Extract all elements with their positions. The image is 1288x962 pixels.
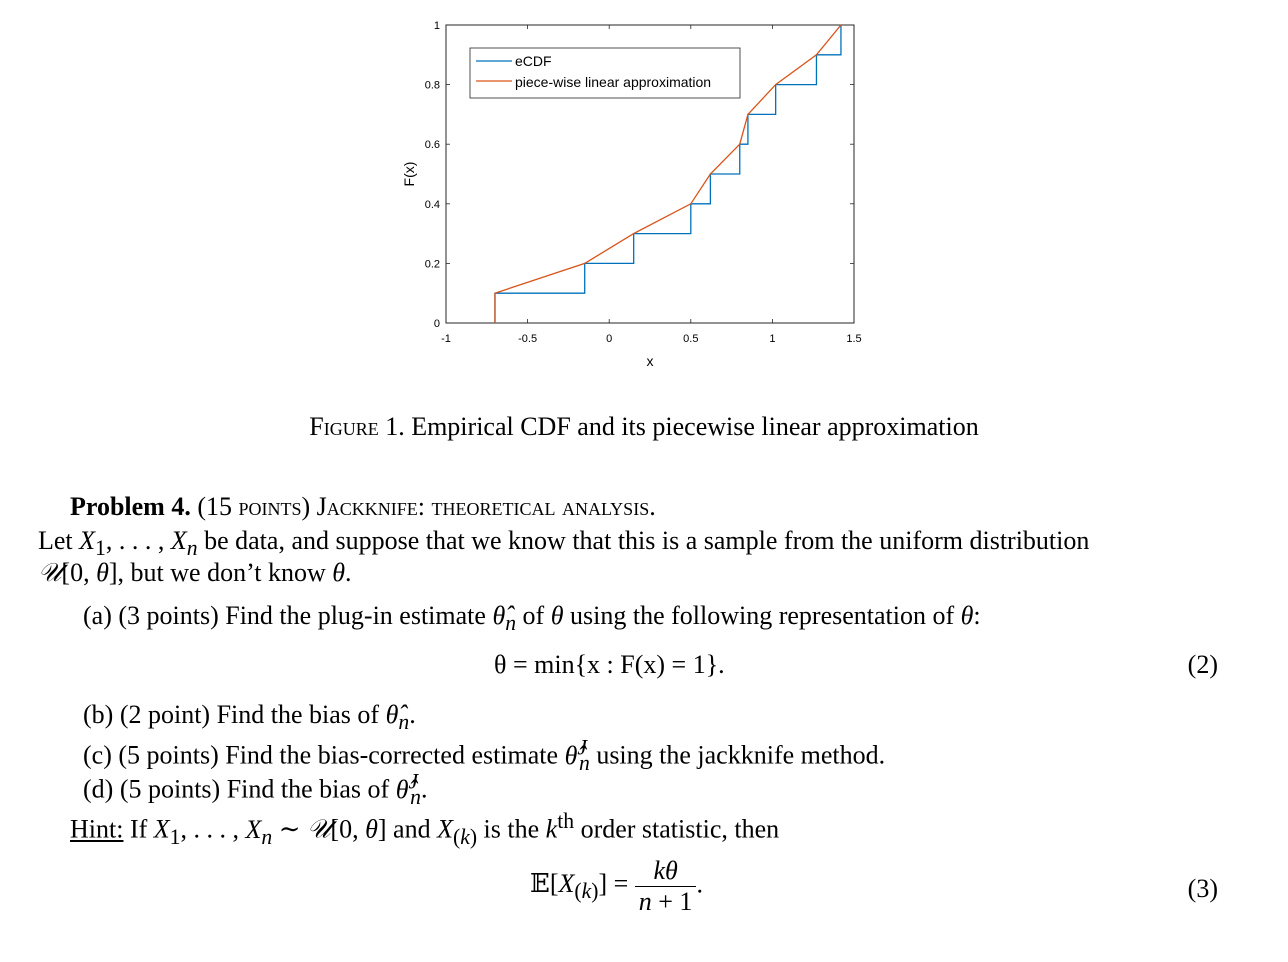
caption-label: Figure 1. (309, 412, 405, 441)
part-a-points: (3 points) (118, 601, 219, 630)
equation-2-number: (2) (1187, 650, 1218, 679)
part-d-text: Find the bias of (226, 774, 390, 804)
problem-subtitle: Jackknife: theoretical analysis. (316, 492, 656, 521)
part-d-points: (5 points) (119, 774, 221, 804)
ecdf-chart (380, 0, 880, 380)
intro-line1: be data, and suppose that we know that this is a sample from the uniform distribution (204, 526, 1090, 555)
eq2-text: θ = min{x : F(x) = 1}. (494, 650, 725, 679)
part-a: (a) (3 points) Find the plug-in estimate $\thetâ_n$ of θ using the following representation of θ: (83, 601, 981, 636)
x-tick-label: 0.5 (683, 333, 699, 345)
hint-label: Hint: (70, 814, 124, 844)
legend-entry-linear: piece-wise linear approximation (515, 74, 712, 90)
y-tick-label: 0 (433, 318, 440, 330)
y-tick-label: 0.2 (424, 258, 440, 271)
problem-title: Problem 4. (70, 492, 191, 521)
part-a-text3: using the following representation of (570, 601, 955, 630)
part-c-points: (5 points) (118, 740, 219, 770)
hint-text1: If (129, 814, 148, 844)
legend-entry-ecdf: eCDF (515, 53, 552, 69)
x-tick-label: -0.5 (518, 333, 538, 345)
part-b-text: Find the bias of (216, 700, 380, 729)
y-tick-label: 1 (433, 20, 440, 32)
equation-3: $𝔼[X_{(k)}]$ = $\frac{k\theta}{n + 1}$ . (530, 856, 703, 916)
equation-3-number: (3) (1187, 874, 1218, 903)
x-tick-label: 1.5 (846, 333, 862, 345)
part-c: (c) (5 points) Find the bias-corrected estimate θ̂$^J_n$ using the jackknife method. (83, 735, 886, 775)
part-b: (b) (2 point) Find the bias of $\thetâ_n$. (83, 700, 416, 735)
problem-intro-line2: 𝒰[0, θ], but we don’t know θ. (38, 558, 352, 587)
part-a-text: Find the plug-in estimate (225, 601, 486, 630)
x-tick-label: 1 (769, 333, 776, 345)
part-d: (d) (5 points) Find the bias of θ̂$^J_n$. (83, 769, 428, 809)
hint-text4: order statistic, then (580, 814, 780, 844)
hint: Hint: If $X_1$, . . . , $X_n$ ∼ 𝒰[0, θ] and $X_{(k)}$ is the $k^{th}$ order statistic, then (70, 809, 780, 849)
part-c-text: Find the bias-corrected estimate (225, 740, 559, 770)
legend (470, 48, 740, 98)
y-tick-label: 0.4 (424, 198, 440, 211)
part-d-label: (d) (83, 774, 114, 804)
y-tick-label: 0.8 (424, 79, 440, 92)
problem-intro-line1: Let $X_1$, . . . , $X_n$ be data, and suppose that we know that this is a sample from the uniform distribution (38, 526, 1090, 561)
part-b-label: (b) (83, 700, 114, 729)
x-tick-label: 0 (606, 333, 613, 345)
x-tick-label: -1 (441, 333, 451, 345)
x-axis-label: x (646, 353, 654, 369)
caption-text: Empirical CDF and its piecewise linear approximation (411, 412, 979, 441)
legend-box (470, 48, 740, 98)
hint-text2: and (393, 814, 431, 844)
part-b-points: (2 point) (119, 700, 211, 729)
y-axis-label: F(x) (401, 161, 417, 187)
part-c-text2: using the jackknife method. (596, 740, 886, 770)
part-a-text2: of (522, 601, 545, 630)
figure-caption (0, 412, 1288, 442)
part-a-label: (a) (83, 601, 112, 630)
y-tick-label: 0.6 (424, 139, 440, 152)
problem-heading (70, 492, 656, 522)
problem-points: (15 points) (197, 492, 311, 521)
hint-text3: is the (483, 814, 540, 844)
part-c-label: (c) (83, 740, 112, 770)
equation-2 (494, 650, 725, 680)
intro-line2: , but we don’t know (117, 558, 326, 587)
